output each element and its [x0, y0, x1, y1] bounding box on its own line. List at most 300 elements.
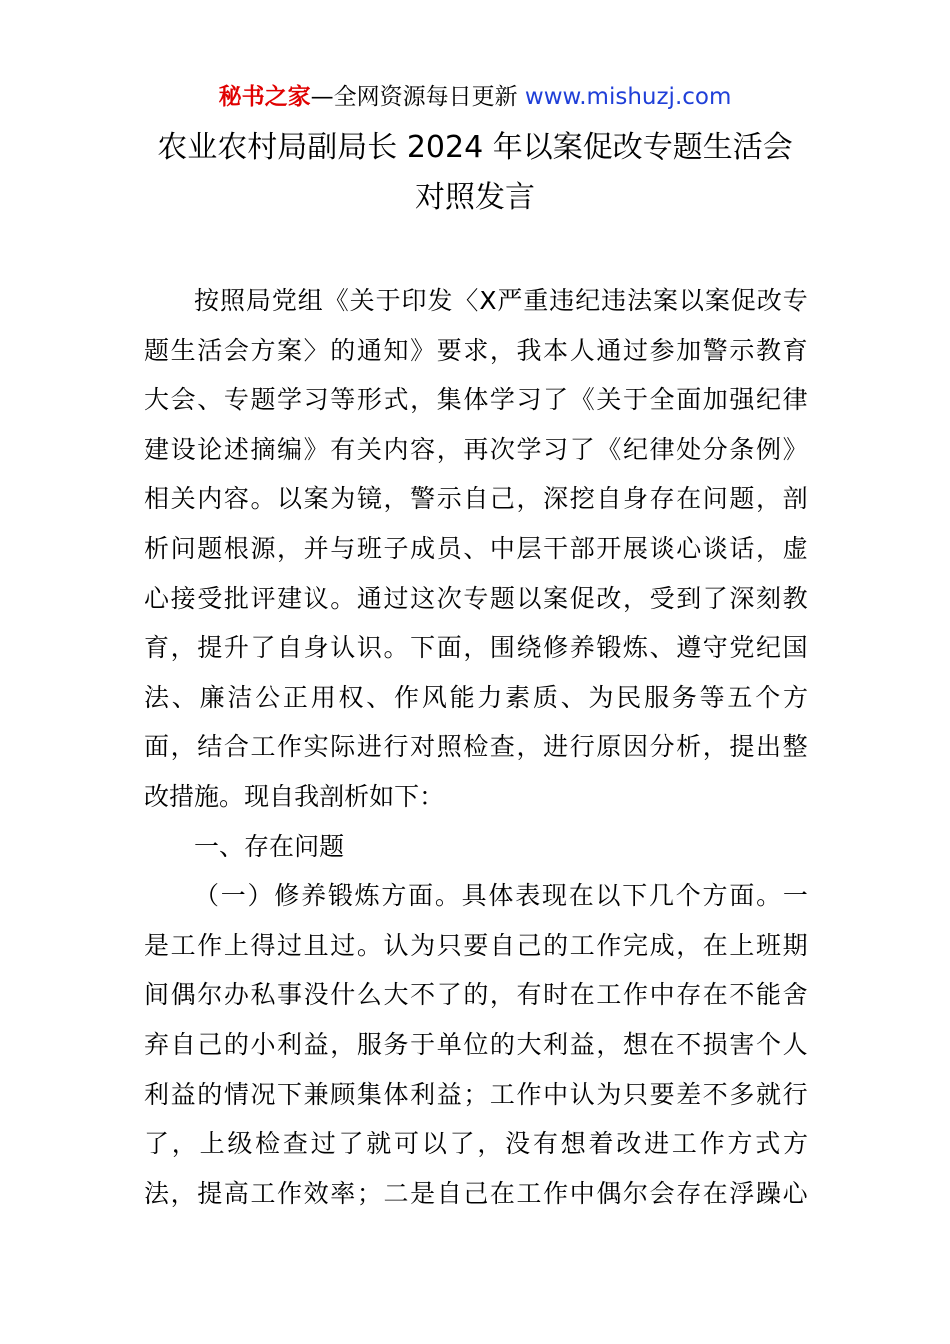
body-char: 》 [782, 434, 808, 464]
body-char: 过 [310, 1129, 336, 1159]
body-char: 洁 [227, 682, 253, 712]
body-char: 施 [194, 781, 220, 811]
body-char: 高 [223, 1178, 249, 1208]
body-char: 己 [463, 1178, 489, 1208]
body-char: 刻 [756, 583, 782, 613]
body-char: 为 [410, 930, 436, 960]
body-char: 谈 [649, 533, 675, 563]
body-char: 级 [227, 1129, 253, 1159]
body-char: 设 [170, 434, 196, 464]
body-char: 能 [756, 980, 782, 1010]
body-char: 再 [463, 434, 489, 464]
body-char: 为 [596, 1079, 622, 1109]
body-char: ， [756, 484, 782, 514]
body-char: 的 [223, 1029, 249, 1059]
body-char: 严 [497, 286, 523, 315]
body-char: 生 [170, 335, 196, 365]
body-char: 示 [436, 484, 462, 514]
body-char: 与 [330, 533, 356, 563]
body-char: ， [436, 434, 462, 464]
body-char: 合 [223, 732, 249, 762]
body-char: 源 [250, 533, 276, 563]
body-char: 舍 [782, 980, 808, 1010]
body-char: 炼 [354, 881, 380, 911]
body-char: 为 [330, 484, 356, 514]
body-char: 剖 [319, 781, 345, 811]
body-char: 几 [649, 881, 675, 911]
body-char: 等 [330, 385, 356, 415]
body-char: 违 [601, 286, 627, 315]
body-char: 以 [678, 286, 704, 315]
body-char: 识 [356, 633, 382, 663]
body-char: 工 [250, 1178, 276, 1208]
body-char: ， [702, 732, 728, 762]
body-char: 体 [463, 385, 489, 415]
body-char: 在 [702, 930, 728, 960]
body-char: 进 [644, 1129, 670, 1159]
body-char: 完 [622, 930, 648, 960]
body-line [144, 1169, 808, 1219]
body-char: 多 [729, 1079, 755, 1109]
body-char: 。 [219, 781, 245, 811]
body-char: 个 [755, 682, 781, 712]
body-char: 大 [144, 385, 170, 415]
body-char: 了 [436, 980, 462, 1010]
body-char: ， [622, 583, 648, 613]
body-char: 干 [543, 533, 569, 563]
body-char: 在 [702, 1178, 728, 1208]
body-char: 作 [596, 930, 622, 960]
body-char: 关 [349, 286, 375, 315]
body-char: 受 [197, 583, 223, 613]
body-char: 党 [729, 633, 755, 663]
body-char: 修 [543, 633, 569, 663]
body-char: 分 [649, 732, 675, 762]
body-char: 《 [596, 434, 622, 464]
header-tagline: —全网资源每日更新 [310, 84, 518, 110]
body-char: 法 [144, 682, 170, 712]
body-char: 层 [516, 533, 542, 563]
body-char: 自 [463, 484, 489, 514]
body-char: 只 [622, 1079, 648, 1109]
body-char: 改 [144, 781, 170, 811]
body-char: 守 [702, 633, 728, 663]
body-char: 通 [596, 335, 622, 365]
body-char: 。 [756, 881, 782, 911]
body-char: 不 [410, 980, 436, 1010]
body-char: 现 [244, 781, 270, 811]
body-char: 加 [676, 335, 702, 365]
body-char: （ [194, 881, 220, 911]
body-char: 作 [622, 980, 648, 1010]
body-char: 作 [699, 1129, 725, 1159]
body-char: 大 [516, 1029, 542, 1059]
body-char: 〈 [453, 286, 479, 315]
body-char: 方 [250, 335, 276, 365]
body-char: 以 [516, 583, 542, 613]
body-char: 的 [463, 980, 489, 1010]
body-char: 害 [729, 1029, 755, 1059]
body-char: 利 [144, 1079, 170, 1109]
body-char: 存 [676, 1178, 702, 1208]
body-char: 析 [676, 732, 702, 762]
body-char: ， [516, 732, 542, 762]
body-char: 全 [649, 385, 675, 415]
body-char: 单 [436, 1029, 462, 1059]
body-char: 认 [569, 1079, 595, 1109]
body-line [144, 772, 808, 822]
body-line [144, 1119, 808, 1169]
body-char: 成 [649, 930, 675, 960]
body-char: 查 [489, 732, 515, 762]
body-char: 利 [543, 1029, 569, 1059]
body-char: 警 [410, 484, 436, 514]
body-char: 就 [756, 1079, 782, 1109]
body-char: 尔 [197, 980, 223, 1010]
body-char: 例 [756, 434, 782, 464]
body-char: 人 [569, 335, 595, 365]
body-char: 编 [277, 434, 303, 464]
body-char: 为 [588, 682, 614, 712]
body-char: 案 [277, 335, 303, 365]
body-char: 问 [170, 533, 196, 563]
body-char: 形 [356, 385, 382, 415]
body-char: 不 [729, 980, 755, 1010]
body-char: 建 [277, 583, 303, 613]
body-char: 进 [543, 732, 569, 762]
body-char: 且 [303, 930, 329, 960]
document-title-line-2: 对照发言 [415, 180, 535, 215]
body-char: 法 [627, 286, 653, 315]
body-char: 式 [383, 385, 409, 415]
body-char: 遵 [676, 633, 702, 663]
body-line [144, 326, 808, 376]
body-char: 务 [671, 682, 697, 712]
body-char: 案 [704, 286, 730, 315]
body-char: 方 [727, 1129, 753, 1159]
body-char: 我 [516, 335, 542, 365]
body-char: 下 [277, 1079, 303, 1109]
body-char: 学 [277, 385, 303, 415]
body-char: 过 [383, 583, 409, 613]
body-char: 〉 [303, 335, 329, 365]
body-char: 剖 [782, 484, 808, 514]
body-char: 存 [649, 484, 675, 514]
body-char: 集 [356, 1079, 382, 1109]
body-char: 弃 [144, 1029, 170, 1059]
body-char: 养 [569, 633, 595, 663]
body-char: 中 [569, 1178, 595, 1208]
body-char: 纪 [756, 385, 782, 415]
body-char: 员 [436, 533, 462, 563]
body-char: 论 [197, 434, 223, 464]
body-char: 利 [277, 1029, 303, 1059]
body-char: 受 [649, 583, 675, 613]
body-char: 关 [170, 484, 196, 514]
body-char: 修 [274, 881, 300, 911]
body-char: 提 [197, 1178, 223, 1208]
body-char: 益 [436, 1079, 462, 1109]
body-char: 身 [622, 484, 648, 514]
body-char: 利 [410, 1079, 436, 1109]
body-char: 工 [516, 1178, 542, 1208]
body-char: 谈 [702, 533, 728, 563]
body-char: 于 [375, 286, 401, 315]
body-char: 心 [144, 583, 170, 613]
body-char: 分 [702, 434, 728, 464]
body-char: 查 [282, 1129, 308, 1159]
body-char: 深 [729, 583, 755, 613]
body-char: 面 [408, 881, 434, 911]
body-char: 工 [671, 1129, 697, 1159]
body-char: 提 [729, 732, 755, 762]
body-char: 整 [782, 732, 808, 762]
body-char: 上 [223, 930, 249, 960]
body-char: 通 [356, 583, 382, 613]
body-char: 发 [427, 286, 453, 315]
body-char: 评 [250, 583, 276, 613]
body-char: 深 [543, 484, 569, 514]
body-char: 行 [782, 1079, 808, 1109]
body-char: 大 [383, 980, 409, 1010]
body-char: 出 [756, 732, 782, 762]
body-char: 展 [622, 533, 648, 563]
body-char: ； [356, 1178, 382, 1208]
body-char: 相 [144, 484, 170, 514]
body-char: 作 [197, 930, 223, 960]
body-char: 》 [410, 335, 436, 365]
body-line [144, 921, 808, 971]
body-char: 并 [303, 533, 329, 563]
body-char: 》 [303, 434, 329, 464]
body-char: 能 [449, 682, 475, 712]
body-char: 结 [197, 732, 223, 762]
body-line [144, 1020, 808, 1070]
body-char: ） [247, 881, 273, 911]
body-char: 位 [463, 1029, 489, 1059]
body-char: 我 [294, 781, 320, 811]
body-char: 际 [330, 732, 356, 762]
body-char: 素 [505, 682, 531, 712]
body-char: 话 [729, 533, 755, 563]
body-char: 率 [330, 1178, 356, 1208]
body-char: ， [756, 533, 782, 563]
body-char: 服 [356, 1029, 382, 1059]
body-char: 《 [323, 286, 349, 315]
body-char: 行 [383, 732, 409, 762]
body-char: 教 [782, 583, 808, 613]
body-char: 行 [569, 732, 595, 762]
body-char: 在 [676, 484, 702, 514]
body-char: 班 [356, 533, 382, 563]
body-char: 法 [144, 1178, 170, 1208]
body-char: 要 [436, 335, 462, 365]
body-char: 、 [463, 533, 489, 563]
body-char: 么 [356, 980, 382, 1010]
body-char: 一 [782, 881, 808, 911]
body-char: 尔 [622, 1178, 648, 1208]
body-char: 办 [223, 980, 249, 1010]
body-char: 。 [356, 930, 382, 960]
body-char: 偶 [596, 1178, 622, 1208]
body-char: 个 [675, 881, 701, 911]
body-char: 于 [622, 385, 648, 415]
body-char: 的 [330, 335, 356, 365]
body-char: 廉 [199, 682, 225, 712]
body-char: 兼 [303, 1079, 329, 1109]
body-char: 摘 [250, 434, 276, 464]
body-char: 中 [649, 980, 675, 1010]
document-title-line-1: 农业农村局副局长 2024 年以案促改专题生活会 [157, 130, 793, 165]
body-char: 到 [676, 583, 702, 613]
body-char: 照 [219, 286, 245, 315]
body-char: 是 [144, 930, 170, 960]
body-char: 育 [144, 633, 170, 663]
body-char: 题 [319, 831, 345, 861]
body-char: 躁 [756, 1178, 782, 1208]
body-line [144, 673, 808, 723]
body-char: 下 [410, 633, 436, 663]
body-char: 期 [782, 930, 808, 960]
body-char: 纪 [575, 286, 601, 315]
body-char: 中 [489, 533, 515, 563]
body-char: 上 [199, 1129, 225, 1159]
body-char: 过 [330, 930, 356, 960]
body-char: 学 [516, 434, 542, 464]
body-char: 参 [649, 335, 675, 365]
body-char: 原 [596, 732, 622, 762]
body-char: 印 [401, 286, 427, 315]
body-char: 的 [489, 1029, 515, 1059]
body-char: 下 [622, 881, 648, 911]
body-char: 求 [463, 335, 489, 365]
body-char: 的 [197, 1079, 223, 1109]
body-line [144, 1070, 808, 1120]
body-char: 改 [596, 583, 622, 613]
body-line [144, 474, 808, 524]
body-char: 这 [410, 583, 436, 613]
body-char: 偶 [170, 980, 196, 1010]
body-char: 会 [649, 1178, 675, 1208]
body-char: ， [489, 335, 515, 365]
body-char: 己 [197, 1029, 223, 1059]
body-char: 小 [250, 1029, 276, 1059]
body-char: 质 [532, 682, 558, 712]
body-char: 了 [338, 1129, 364, 1159]
body-char: 内 [197, 484, 223, 514]
body-char: 题 [729, 484, 755, 514]
body-char: 工 [569, 930, 595, 960]
body-char: 面 [729, 881, 755, 911]
body-char: 条 [729, 434, 755, 464]
body-char: ， [516, 484, 542, 514]
body-char: 只 [436, 930, 462, 960]
body-char: 促 [569, 583, 595, 613]
body-line [144, 871, 808, 921]
body-char: 国 [782, 633, 808, 663]
body-char: 按 [194, 286, 220, 315]
body-char: 自 [596, 484, 622, 514]
site-url-link[interactable]: www.mishuzj.com [524, 84, 732, 110]
body-char: 纪 [756, 633, 782, 663]
body-char: 作 [277, 732, 303, 762]
body-char: 、 [649, 633, 675, 663]
body-char: 内 [383, 434, 409, 464]
body-char: 益 [170, 1079, 196, 1109]
body-char: 了 [702, 583, 728, 613]
body-char: 益 [569, 1029, 595, 1059]
body-char: 问 [702, 484, 728, 514]
body-char: 风 [421, 682, 447, 712]
body-char: 过 [622, 335, 648, 365]
body-char: 《 [569, 385, 595, 415]
body-char: 了 [543, 385, 569, 415]
body-char: X [479, 286, 497, 315]
body-char: 得 [250, 930, 276, 960]
body-char: 在 [649, 1029, 675, 1059]
body-char: 在 [269, 831, 295, 861]
body-char: 知 [383, 335, 409, 365]
body-char: 育 [782, 335, 808, 365]
body-char: ： [419, 781, 445, 811]
body-char: 益 [303, 1029, 329, 1059]
body-char: 工 [250, 732, 276, 762]
body-char: 挖 [569, 484, 595, 514]
body-char: 了 [144, 1129, 170, 1159]
body-char: 题 [197, 533, 223, 563]
body-char: 面 [144, 732, 170, 762]
body-char: 提 [197, 633, 223, 663]
body-char: 析 [344, 781, 370, 811]
body-char: 对 [410, 732, 436, 762]
body-char: 间 [144, 980, 170, 1010]
body-char: 个 [756, 1029, 782, 1059]
body-char: 强 [729, 385, 755, 415]
body-char: 。 [434, 881, 460, 911]
body-char: 炼 [622, 633, 648, 663]
body-char: 围 [489, 633, 515, 663]
body-char: 容 [223, 484, 249, 514]
body-char: ， [383, 484, 409, 514]
body-char: 面 [676, 385, 702, 415]
body-char: 存 [676, 980, 702, 1010]
body-char: 专 [223, 385, 249, 415]
body-line [144, 970, 808, 1020]
body-char: 于 [410, 1029, 436, 1059]
body-char: 绕 [516, 633, 542, 663]
body-char: 体 [383, 1079, 409, 1109]
body-char: 情 [223, 1079, 249, 1109]
body-char: 改 [616, 1129, 642, 1159]
body-char: 学 [489, 385, 515, 415]
body-char: 没 [505, 1129, 531, 1159]
body-char: ， [330, 1029, 356, 1059]
body-line [144, 722, 808, 772]
body-char: 述 [223, 434, 249, 464]
body-char: 有 [516, 980, 542, 1010]
body-char: 私 [250, 980, 276, 1010]
body-char: 自 [277, 633, 303, 663]
body-char: 浮 [729, 1178, 755, 1208]
body-char: 着 [588, 1129, 614, 1159]
body-char: 照 [436, 732, 462, 762]
body-char: 措 [169, 781, 195, 811]
body-char: 集 [436, 385, 462, 415]
body-char: 作 [543, 1178, 569, 1208]
body-char: 二 [383, 1178, 409, 1208]
body-char: 关 [596, 385, 622, 415]
body-char: 、 [197, 385, 223, 415]
